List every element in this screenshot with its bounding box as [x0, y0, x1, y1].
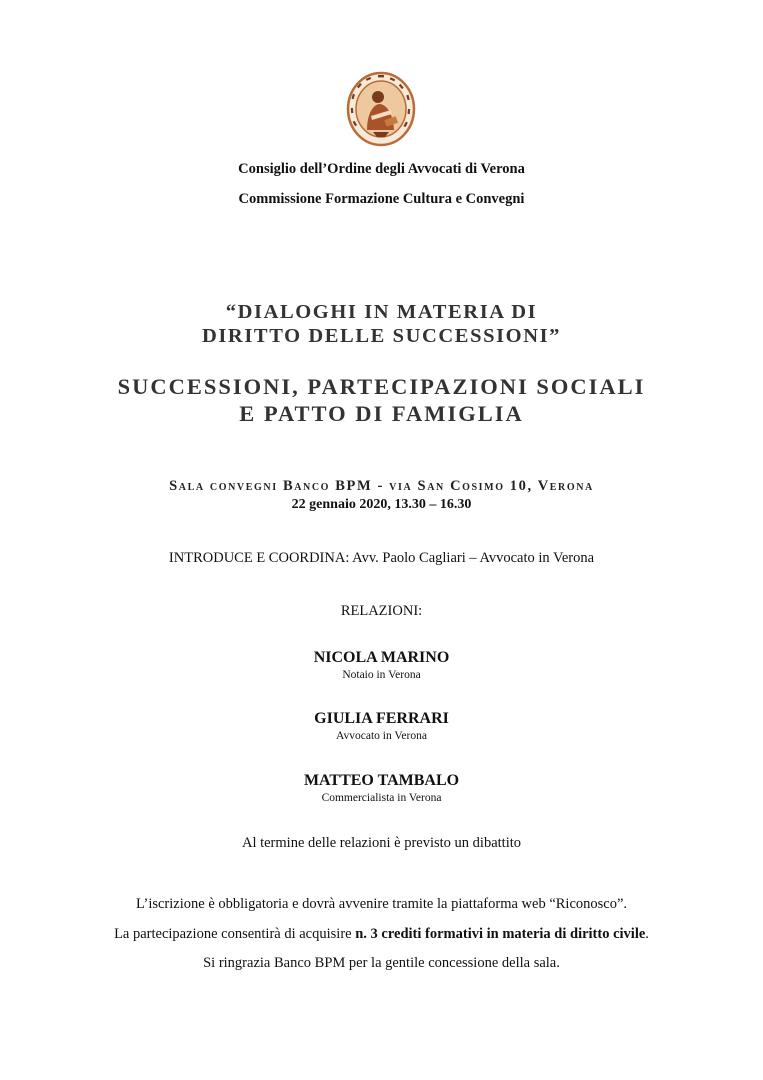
- topic-title-line-1: SUCCESSIONI, PARTECIPAZIONI SOCIALI: [117, 374, 646, 399]
- series-title-line-2: DIRITTO DELLE SUCCESSIONI”: [201, 325, 562, 347]
- speaker-name: GIULIA FERRARI: [314, 710, 449, 727]
- event-venue: Sala convegni Banco BPM - via San Cosimo 10, Verona: [169, 478, 594, 494]
- speaker-role: Commercialista in Verona: [321, 792, 442, 804]
- speaker-name: MATTEO TAMBALO: [303, 772, 460, 789]
- speakers-label: RELAZIONI:: [340, 603, 423, 619]
- commission-name: Commissione Formazione Cultura e Convegni: [238, 191, 525, 207]
- speaker-name: NICOLA MARINO: [313, 649, 450, 666]
- credits-prefix: La partecipazione consentirà di acquisire: [114, 926, 356, 942]
- debate-note: Al termine delle relazioni è previsto un dibattito: [241, 835, 522, 851]
- bar-association-seal-icon: [345, 70, 417, 148]
- series-title-line-1: “DIALOGHI IN MATERIA DI: [225, 301, 538, 323]
- registration-note: L’iscrizione è obbligatoria e dovrà avvenire tramite la piattaforma web “Riconosco”.: [135, 896, 628, 912]
- credits-suffix: .: [645, 926, 649, 942]
- speaker-role: Notaio in Verona: [342, 669, 421, 681]
- topic-title-line-2: E PATTO DI FAMIGLIA: [239, 401, 524, 426]
- organization-name: Consiglio dell’Ordine degli Avvocati di Verona: [238, 161, 525, 177]
- speaker-role: Avvocato in Verona: [336, 730, 427, 742]
- thanks-note: Si ringrazia Banco BPM per la gentile concessione della sala.: [203, 955, 560, 971]
- event-date: 22 gennaio 2020, 13.30 – 16.30: [291, 497, 472, 512]
- credits-highlight: n. 3 crediti formativi in materia di diritto civile: [355, 926, 646, 942]
- credits-note: [0, 926, 763, 943]
- introduction-coordinator: INTRODUCE E COORDINA: Avv. Paolo Cagliari – Avvocato in Verona: [168, 550, 595, 566]
